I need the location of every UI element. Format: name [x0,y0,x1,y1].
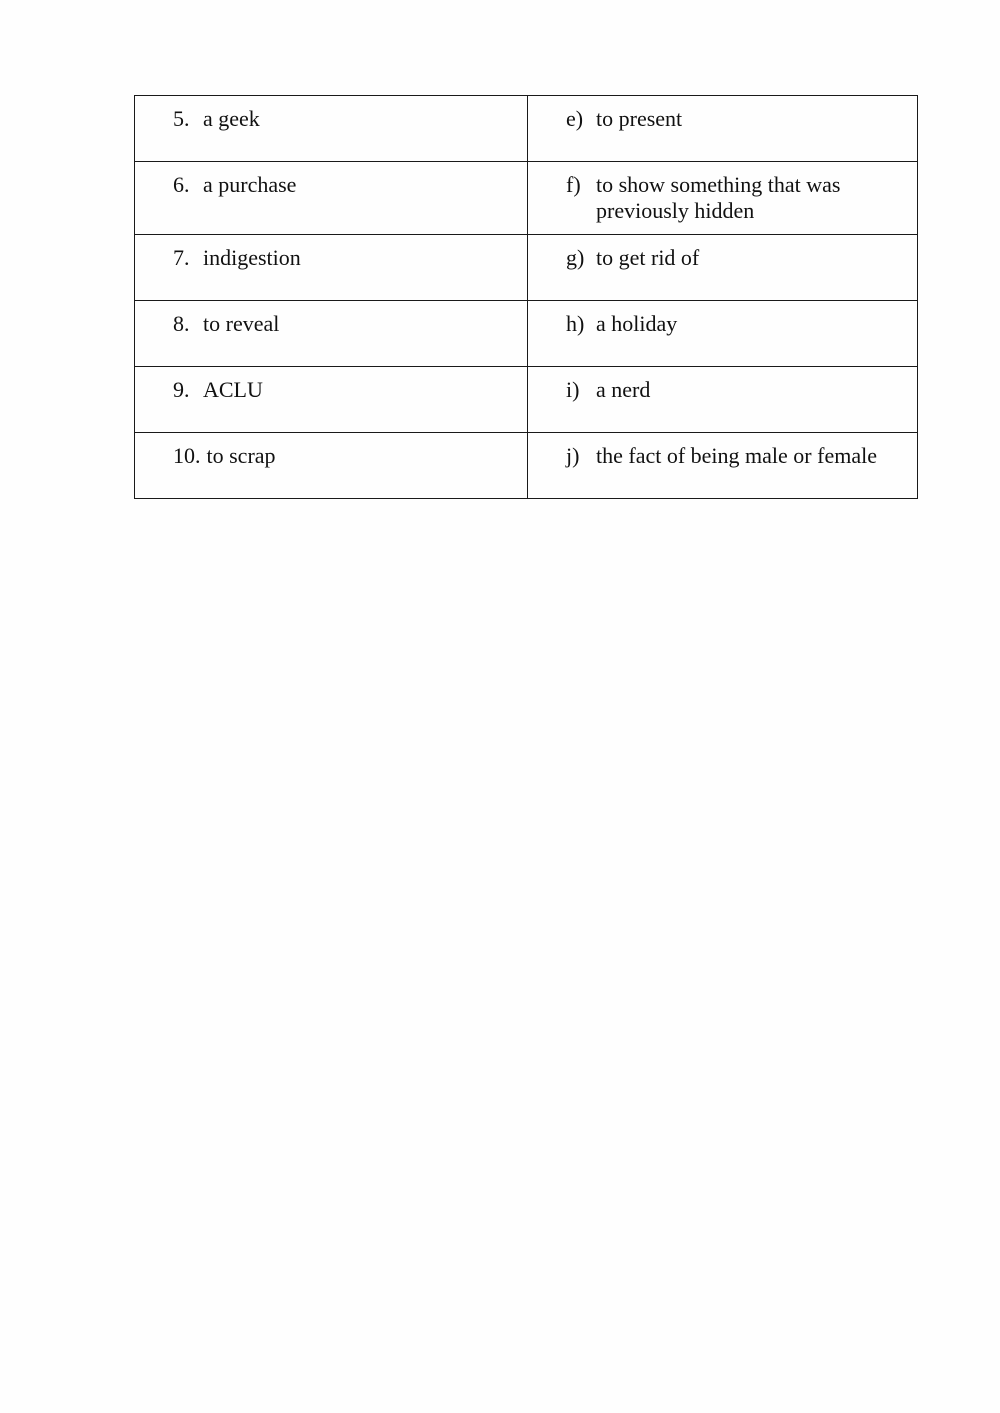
term-cell [135,367,528,433]
term-number: 6. [173,172,190,197]
term-cell [135,96,528,162]
definition-cell [528,96,918,162]
definition-letter: j) [566,443,580,468]
definition-cell [528,433,918,499]
definition-letter: f) [566,172,581,197]
term-text: a geek [203,106,260,131]
definition-text: to show something that was previously hidden [596,172,841,223]
term-number: 9. [173,377,190,402]
term-number: 10. [173,443,201,468]
table-row [135,433,918,499]
term-cell [135,235,528,301]
term-cell [135,301,528,367]
term-text: a purchase [203,172,297,197]
definition-text: to get rid of [596,245,700,270]
definition-text: a nerd [596,377,651,402]
definition-text: to present [596,106,683,131]
term-text: indigestion [203,245,301,270]
definition-cell [528,235,918,301]
definition-cell [528,162,918,235]
definition-text: the fact of being male or female [596,443,877,468]
table-row [135,96,918,162]
term-cell [135,433,528,499]
definition-cell [528,301,918,367]
definition-text: a holiday [596,311,678,336]
term-text: ACLU [203,377,263,402]
definition-cell [528,367,918,433]
definition-letter: i) [566,377,580,402]
table-row [135,301,918,367]
term-cell [135,162,528,235]
term-text: to reveal [203,311,280,336]
term-number: 5. [173,106,190,131]
definition-letter: h) [566,311,585,336]
table-row [135,162,918,235]
matching-table [134,95,918,499]
term-number: 8. [173,311,190,336]
term-number: 7. [173,245,190,270]
table-row [135,367,918,433]
term-text: to scrap [206,443,276,468]
definition-letter: e) [566,106,584,131]
definition-letter: g) [566,245,585,270]
table-row [135,235,918,301]
